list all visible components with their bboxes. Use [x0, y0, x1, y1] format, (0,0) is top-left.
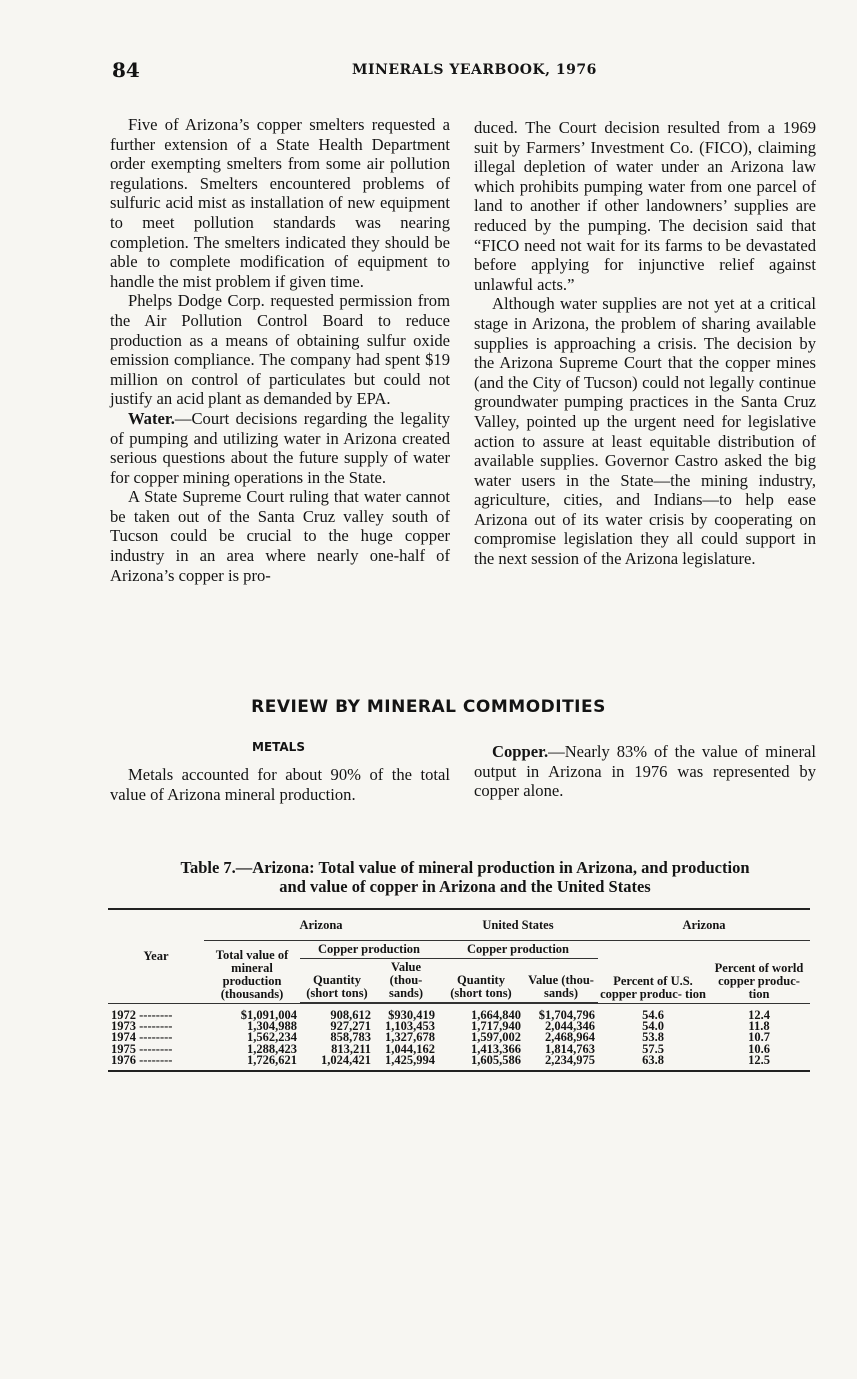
section-heading: REVIEW BY MINERAL COMMODITIES: [251, 697, 606, 717]
table-cell-us-quantity: 1,664,840: [471, 1008, 521, 1022]
water-paragraph: [110, 409, 450, 487]
table-cell-percent-us: 54.0: [642, 1019, 664, 1034]
table-row: [108, 1021, 810, 1032]
table-cell-percent-us: 54.6: [642, 1008, 664, 1022]
table-cell-percent-world: 11.8: [748, 1019, 770, 1034]
us-value-column-header: Value (thou- sands): [524, 959, 598, 1003]
smelter-extension-paragraph: Five of Arizona’s copper smelters requested a further extension of a State Health Department order exempting smelters from some air pollution regulations. Smelters encountered problems of sulfuric acid mist as installation of new equipment to meet pollution standards was nearing completion. The smelters indicated they should be able to complete modification of equipment to handle the mist problem if given time.: [110, 115, 450, 291]
table-caption: [110, 858, 820, 896]
copper-paragraph: [474, 742, 816, 801]
table-cell-us-value: 1,814,763: [545, 1041, 595, 1056]
metals-subheading: METALS: [252, 740, 305, 754]
table-cell-percent-world: 12.5: [748, 1052, 770, 1067]
table-cell-percent-world: 12.4: [748, 1008, 770, 1022]
phelps-dodge-paragraph: Phelps Dodge Corp. requested permission from the Air Pollution Control Board to reduce production as a means of obtaining sulfur oxide emission compliance. The company had spent $19 million on control of particulates but could not justify an acid plant as demanded by EPA.: [110, 291, 450, 409]
table-cell-arizona-quantity: 1,024,421: [321, 1052, 371, 1067]
copper-paragraph-text: —Nearly 83% of the value of mineral output in Arizona in 1976 was represented by copper alone.: [474, 742, 816, 801]
table-cell-year: 1972 --------: [111, 1008, 173, 1022]
table-cell-arizona-value: 1,425,994: [385, 1052, 435, 1067]
table-cell-arizona-value: 1,327,678: [385, 1030, 435, 1045]
table-cell-arizona-quantity: 858,783: [330, 1030, 371, 1045]
running-title: MINERALS YEARBOOK, 1976: [352, 62, 597, 78]
table-cell-us-value: 2,234,975: [545, 1052, 595, 1067]
table-cell-year: 1976 --------: [111, 1052, 173, 1067]
table-cell-total-value: 1,562,234: [247, 1030, 297, 1045]
table-cell-year: 1973 --------: [111, 1019, 173, 1034]
table-cell-us-value: 2,044,346: [545, 1019, 595, 1034]
percent-us-column-header: Percent of U.S. copper produc- tion: [600, 973, 706, 1001]
table-row: [108, 1004, 810, 1022]
table-cell-percent-us: 63.8: [642, 1052, 664, 1067]
table-cell-total-value: $1,091,004: [240, 1008, 297, 1022]
table-cell-us-value: $1,704,796: [538, 1008, 595, 1022]
arizona-percent-group-header: Arizona: [598, 909, 810, 941]
table-cell-us-quantity: 1,413,366: [471, 1041, 521, 1056]
table-cell-total-value: 1,726,621: [247, 1052, 297, 1067]
table-cell-arizona-value: 1,103,453: [385, 1019, 435, 1034]
table-row: [108, 1032, 810, 1043]
table-cell-us-value: 2,468,964: [545, 1030, 595, 1045]
table-cell-percent-us: 53.8: [642, 1030, 664, 1045]
copper-runin-heading: Copper.: [492, 742, 549, 761]
table-row: [108, 1044, 810, 1055]
table-cell-percent-world: 10.6: [748, 1041, 770, 1056]
table-body: [108, 1004, 810, 1072]
table-row: [108, 1055, 810, 1071]
united-states-group-header: United States: [438, 909, 598, 941]
table-cell-total-value: 1,288,423: [247, 1041, 297, 1056]
water-runin-heading: Water.: [128, 408, 175, 428]
arizona-copper-production-header: Copper production: [300, 941, 438, 959]
water-supplies-paragraph: Although water supplies are not yet at a critical stage in Arizona, the problem of sharing available supplies is approaching a crisis. The decision by the Arizona Supreme Court that the copper mines (and the City of Tucson) could not legally continue groundwater pumping practices in the Santa Cruz Valley, pointed up the urgent need for legislative action to assure at least equitable distribution of available supplies. Governor Castro asked the big water users in the State—the mining industry, agriculture, cities, and Indians—to help ease Arizona out of its water crisis by cooperating on compromise legislation they all could support in the next session of the Arizona legislature.: [474, 294, 816, 569]
arizona-value-column-header: Value (thou- sands): [374, 959, 438, 1003]
total-value-column-header: Total value of mineral production (thousands): [215, 947, 289, 1001]
table-cell-percent-us: 57.5: [642, 1041, 664, 1056]
court-decision-paragraph: duced. The Court decision resulted from a 1969 suit by Farmers’ Investment Co. (FICO), claiming illegal depletion of water under an Arizona law which prohibits pumping water from one parcel of land to another if other landowners’ supplies are reduced by the pumping. The decision said that “FICO need not wait for its farms to be devastated before applying for injunctive relief against unlawful acts.”: [474, 118, 816, 294]
table-cell-arizona-value: 1,044,162: [385, 1041, 435, 1056]
year-column-header: Year: [143, 948, 169, 963]
table-cell-total-value: 1,304,988: [247, 1019, 297, 1034]
water-paragraph-text: —Court decisions regarding the legality of pumping and utilizing water in Arizona created serious questions about the future supply of water for copper mining operations in the State.: [110, 408, 450, 487]
table-cell-year: 1974 --------: [111, 1030, 173, 1045]
page-number: 84: [112, 58, 140, 82]
us-copper-production-header: Copper production: [438, 941, 598, 959]
metals-paragraph-text: Metals accounted for about 90% of the total value of Arizona mineral production.: [110, 765, 450, 804]
table-cell-year: 1975 --------: [111, 1041, 173, 1056]
percent-world-column-header: Percent of world copper produc- tion: [714, 960, 804, 1001]
table-cell-percent-world: 10.7: [748, 1030, 770, 1045]
table-caption-line-1: Table 7.—Arizona: Total value of mineral production in Arizona, and production: [180, 858, 750, 877]
table-cell-arizona-quantity: 813,211: [331, 1041, 371, 1056]
table-cell-us-quantity: 1,597,002: [471, 1030, 521, 1045]
table-cell-arizona-value: $930,419: [388, 1008, 435, 1022]
table-caption-line-2: and value of copper in Arizona and the United States: [279, 877, 651, 896]
arizona-group-header: Arizona: [204, 909, 438, 941]
table-cell-us-quantity: 1,605,586: [471, 1052, 521, 1067]
table-cell-us-quantity: 1,717,940: [471, 1019, 521, 1034]
right-text-column: [474, 118, 816, 569]
supreme-court-paragraph: A State Supreme Court ruling that water cannot be taken out of the Santa Cruz valley south of Tucson could be crucial to the huge copper industry in an area where nearly one-half of Arizona’s copper is pro-: [110, 487, 450, 585]
metals-paragraph: [110, 765, 450, 804]
table-cell-arizona-quantity: 927,271: [330, 1019, 371, 1034]
left-text-column: [110, 115, 450, 585]
arizona-quantity-column-header: Quantity (short tons): [300, 959, 374, 1003]
copper-statistics-table: [108, 908, 810, 1072]
us-quantity-column-header: Quantity (short tons): [438, 959, 524, 1003]
table-cell-arizona-quantity: 908,612: [330, 1008, 371, 1022]
